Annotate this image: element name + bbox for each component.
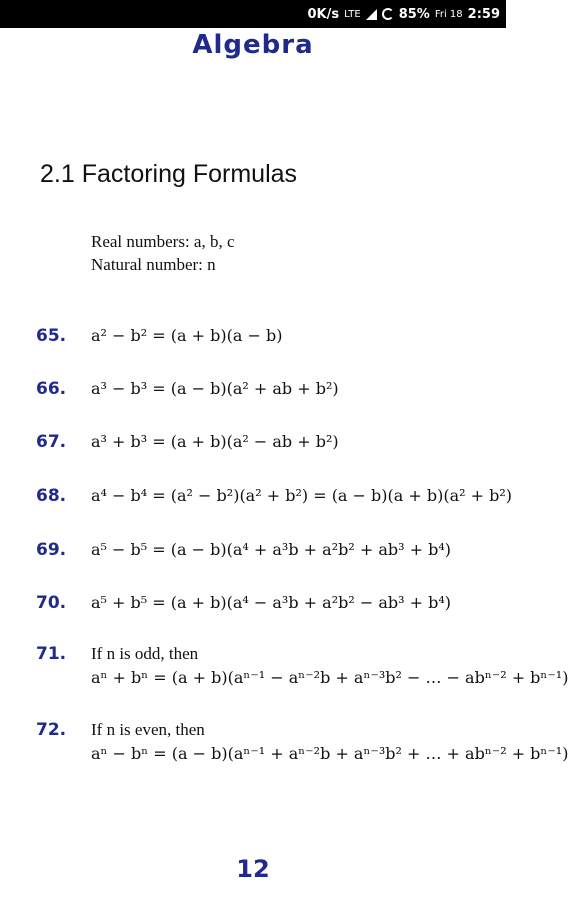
formula-expression: a³ + b³ = (a + b)(a² − ab + b²) — [91, 432, 339, 451]
formula-number: 69. — [36, 540, 67, 560]
formula-number: 65. — [36, 326, 67, 346]
formula-number: 72. — [36, 720, 67, 740]
formula-number: 66. — [36, 379, 67, 399]
signal-icon — [366, 9, 377, 20]
clock: 2:59 — [467, 6, 500, 22]
formula-expression: a⁴ − b⁴ = (a² − b²)(a² + b²) = (a − b)(a + b)(a² + b²) — [91, 486, 513, 505]
variables-natural: Natural number: n — [91, 255, 216, 274]
formula-condition: If n is even, then — [91, 720, 205, 739]
variables-definition — [91, 230, 235, 276]
formula-expression: a⁵ − b⁵ = (a − b)(a⁴ + a³b + a²b² + ab³ + b⁴) — [91, 540, 452, 559]
status-bar — [0, 0, 506, 28]
battery-icon — [382, 8, 394, 20]
formula-expression: a³ − b³ = (a − b)(a² + ab + b²) — [91, 379, 339, 398]
network-speed: 0K/s — [307, 6, 340, 22]
battery-level: 85% — [398, 6, 430, 22]
date: Fri 18 — [434, 8, 463, 20]
formula-expression: a² − b² = (a + b)(a − b) — [91, 326, 283, 345]
formula-number: 70. — [36, 593, 67, 613]
formula-expression: aⁿ + bⁿ = (a + b)(aⁿ⁻¹ − aⁿ⁻²b + aⁿ⁻³b² − … − abⁿ⁻² + bⁿ⁻¹) — [91, 668, 568, 687]
formula-expression: a⁵ + b⁵ = (a + b)(a⁴ − a³b + a²b² − ab³ + b⁴) — [91, 593, 452, 612]
network-type: LTE — [344, 8, 361, 20]
formula-condition: If n is odd, then — [91, 644, 199, 663]
status-icons — [307, 0, 500, 28]
formula-number: 71. — [36, 644, 67, 664]
page-title: Algebra — [192, 30, 314, 60]
formula-number: 68. — [36, 486, 67, 506]
variables-real: Real numbers: a, b, c — [91, 232, 235, 251]
section-title: 2.1 Factoring Formulas — [40, 160, 298, 188]
formula-number: 67. — [36, 432, 67, 452]
formula-expression: aⁿ − bⁿ = (a − b)(aⁿ⁻¹ + aⁿ⁻²b + aⁿ⁻³b² + … + abⁿ⁻² + bⁿ⁻¹) — [91, 744, 568, 763]
page-number: 12 — [236, 855, 270, 883]
